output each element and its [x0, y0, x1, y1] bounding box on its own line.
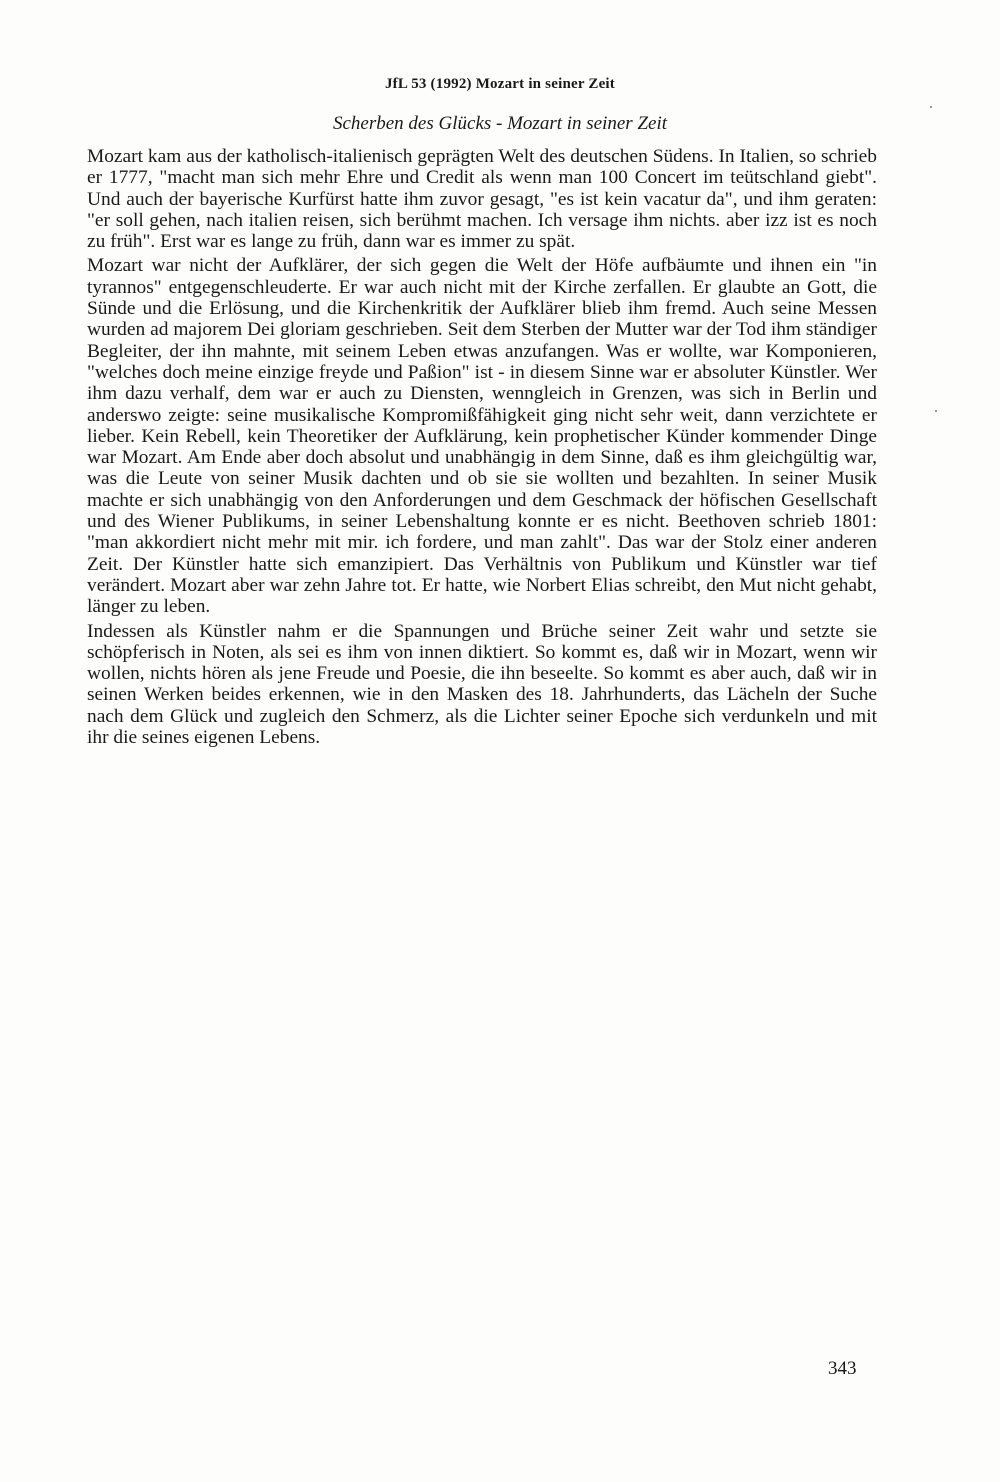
paragraph-3: Indessen als Künstler nahm er die Spannungen und Brüche seiner Zeit wahr und setzte sie schöpferisch in Noten, als sei es ihm von innen diktiert. So kommt es, daß wir in Mozart, wenn wir wollen, nichts hören als jene Freude und Poesie, die ihn beseelte. So kommt es aber auch, daß wir in seinen Werken beides erkennen, wie in den Masken des 18. Jahrhunderts, das Lächeln der Suche nach dem Glück und zugleich den Schmerz, als die Lichter seiner Epoche sich verdunkeln und mit ihr die seines eigenen Lebens.	[87, 620, 877, 749]
page-number: 343	[828, 1358, 857, 1379]
paragraph-2: Mozart war nicht der Aufklärer, der sich gegen die Welt der Höfe aufbäumte und ihnen ein "in tyrannos" entgegenschleuderte. Er war auch nicht mit der Kirche zerfallen. Er glaubte an Gott, die Sünde und die Erlösung, und die Kirchenkritik der Aufklärer blieb ihm fremd. Auch seine Messen wurden ad majorem Dei gloriam geschrieben. Seit dem Sterben der Mutter war der Tod ihm ständiger Begleiter, der ihn mahnte, mit seinem Leben etwas anzufangen. Was er wollte, war Komponieren, "welches doch meine einzige freyde und Paßion" ist - in diesem Sinne war er absoluter Künstler. Wer ihm dazu verhalf, dem war er auch zu Diensten, wenngleich in Grenzen, was sich in Berlin und anderswo zeigte: seine musikalische Kompromißfähigkeit ging nicht sehr weit, dann verzichtete er lieber. Kein Rebell, kein Theoretiker der Aufklärung, kein prophetischer Künder kommender Dinge war Mozart. Am Ende aber doch absolut und unabhängig in dem Sinne, daß es ihm gleichgültig war, was die Leute von seiner Musik dachten und ob sie sie wollten und bezahlten. In seiner Musik machte er sich unabhängig von den Anforderungen und dem Geschmack der höfischen Gesellschaft und des Wiener Publikums, in seiner Lebenshaltung konnte er es nicht. Beethoven schrieb 1801: "man akkordiert nicht mehr mit mir. ich fordere, und man zahlt". Das war der Stolz einer anderen Zeit. Der Künstler hatte sich emanzipiert. Das Verhältnis von Publikum und Künstler war tief verändert. Mozart aber war zehn Jahre tot. Er hatte, wie Norbert Elias schreibt, den Mut nicht gehabt, länger zu leben.	[87, 255, 877, 618]
scan-speck	[930, 106, 932, 108]
paragraph-1: Mozart kam aus der katholisch-italienisch geprägten Welt des deutschen Südens. In Italien, so schrieb er 1777, "macht man sich mehr Ehre und Credit als wenn man 100 Concert im teütschland giebt". Und auch der bayerische Kurfürst hatte ihm zuvor gesagt, "es ist kein vacatur da", und ihm geraten: "er soll gehen, nach italien reisen, sich berühmt machen. Ich versage ihm nichts. aber izz ist es noch zu früh". Erst war es lange zu früh, dann war es immer zu spät.	[87, 146, 877, 253]
article-title: Scherben des Glücks - Mozart in seiner Zeit	[332, 113, 668, 134]
running-head: JfL 53 (1992) Mozart in seiner Zeit	[384, 76, 615, 92]
scan-speck	[935, 410, 937, 412]
article-body	[87, 146, 877, 751]
